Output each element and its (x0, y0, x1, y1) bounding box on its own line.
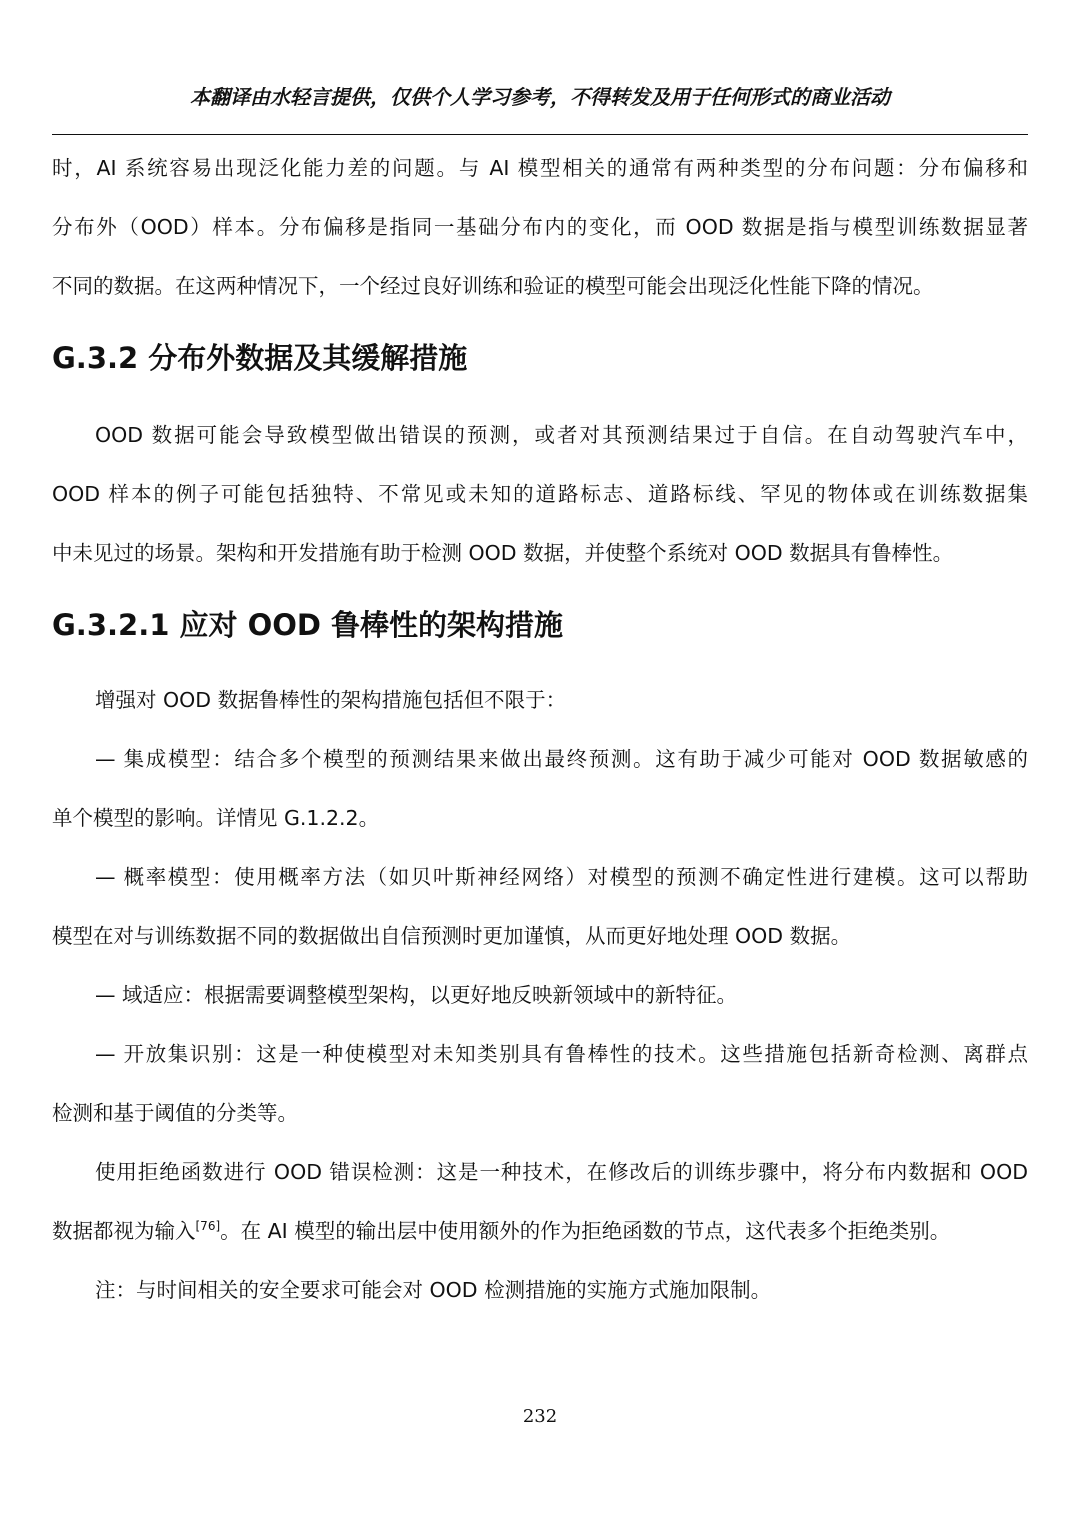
intro-line-1: 时，AI 系统容易出现泛化能力差的问题。与 AI 模型相关的通常有两种类型的分布问题：分布偏移和 (52, 156, 1028, 180)
probabilistic-item-line-2: 模型在对与训练数据不同的数据做出自信预测时更加谨慎，从而更好地处理 OOD 数据。 (52, 924, 852, 948)
ensemble-item-line-1: — 集成模型：结合多个模型的预测结果来做出最终预测。这有助于减少可能对 OOD 数据敏感的 (95, 747, 1028, 771)
note: 注：与时间相关的安全要求可能会对 OOD 检测措施的实施方式施加限制。 (95, 1278, 772, 1302)
domain-adaptation-item: — 域适应：根据需要调整模型架构，以更好地反映新领域中的新特征。 (95, 983, 738, 1007)
g32-line-3: 中未见过的场景。架构和开发措施有助于检测 OOD 数据，并使整个系统对 OOD 数据具有鲁棒性。 (52, 541, 954, 565)
g32-line-1: OOD 数据可能会导致模型做出错误的预测，或者对其预测结果过于自信。在自动驾驶汽车中， (95, 423, 1028, 447)
page-header: 本翻译由水轻言提供，仅供个人学习参考，不得转发及用于任何形式的商业活动 (190, 85, 890, 109)
g32-line-2: OOD 样本的例子可能包括独特、不常见或未知的道路标志、道路标线、罕见的物体或在训练数据集 (52, 482, 1028, 506)
rejection-line-2-start: 数据都视为输入 (52, 1219, 196, 1243)
header-divider (52, 134, 1028, 135)
open-set-item-line-2: 检测和基于阈值的分类等。 (52, 1101, 298, 1125)
intro-line-3: 不同的数据。在这两种情况下，一个经过良好训练和验证的模型可能会出现泛化性能下降的情况。 (52, 274, 934, 298)
section-heading-g32: G.3.2 分布外数据及其缓解措施 (52, 341, 468, 375)
g321-lead: 增强对 OOD 数据鲁棒性的架构措施包括但不限于： (95, 688, 567, 712)
rejection-line-2 (52, 1211, 1028, 1251)
open-set-item-line-1: — 开放集识别：这是一种使模型对未知类别具有鲁棒性的技术。这些措施包括新奇检测、离群点 (95, 1042, 1028, 1066)
rejection-line-2-end: 。在 AI 模型的输出层中使用额外的作为拒绝函数的节点，这代表多个拒绝类别。 (220, 1219, 951, 1243)
section-heading-g321: G.3.2.1 应对 OOD 鲁棒性的架构措施 (52, 608, 564, 642)
ensemble-item-line-2: 单个模型的影响。详情见 G.1.2.2。 (52, 806, 380, 830)
page-number: 232 (522, 1406, 558, 1427)
citation-ref: [76] (195, 1219, 221, 1234)
intro-line-2: 分布外（OOD）样本。分布偏移是指同一基础分布内的变化，而 OOD 数据是指与模型训练数据显著 (52, 215, 1028, 239)
probabilistic-item-line-1: — 概率模型：使用概率方法（如贝叶斯神经网络）对模型的预测不确定性进行建模。这可以帮助 (95, 865, 1028, 889)
rejection-line-1: 使用拒绝函数进行 OOD 错误检测：这是一种技术，在修改后的训练步骤中，将分布内数据和 OOD (95, 1160, 1028, 1184)
